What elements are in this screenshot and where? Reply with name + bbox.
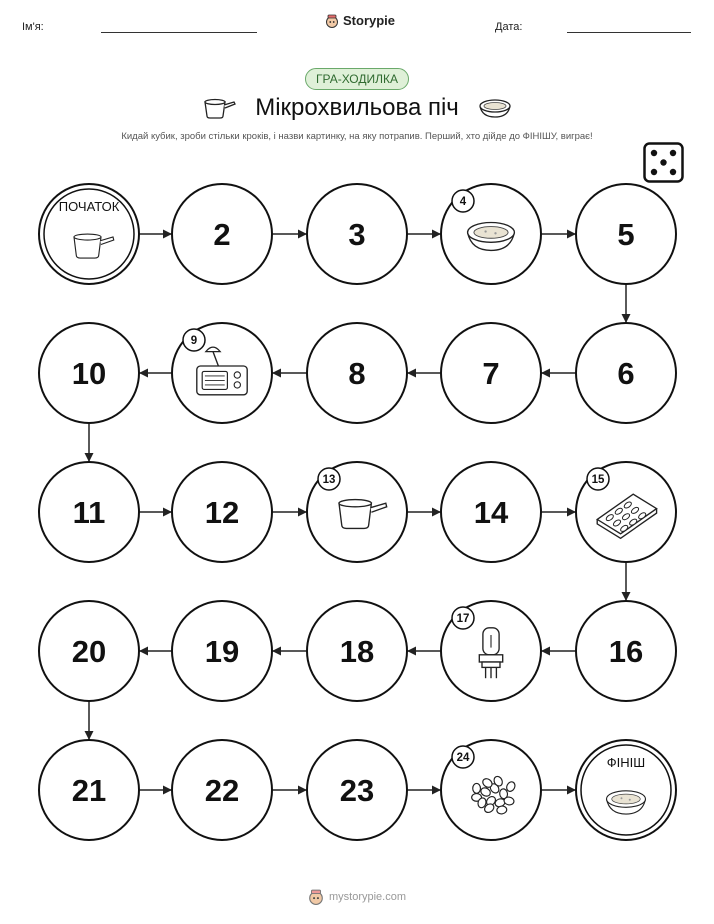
board-cell (307, 740, 407, 840)
board-cell (172, 740, 272, 840)
board-cell (307, 601, 407, 701)
cell-number: 5 (617, 217, 635, 252)
path-arrow (407, 369, 441, 378)
path-arrow (139, 786, 172, 795)
footer (0, 889, 714, 905)
board-cell (576, 601, 676, 701)
cell-number: 12 (204, 495, 240, 530)
path-arrow (541, 369, 576, 378)
cell-number-badge: 15 (591, 474, 605, 486)
cell-number-badge: 13 (322, 474, 336, 486)
start-label: ПОЧАТОК (58, 199, 120, 214)
board-cell (172, 184, 272, 284)
cell-number-badge: 24 (456, 752, 470, 764)
path-arrow (139, 508, 172, 517)
board-cell (441, 601, 541, 701)
board-cell (172, 462, 272, 562)
cell-number: 2 (213, 217, 231, 252)
path-arrow (622, 284, 631, 323)
path-arrow (139, 369, 172, 378)
board-cell (576, 462, 676, 562)
path-arrow (139, 230, 172, 239)
cell-number: 22 (204, 773, 240, 808)
board-cell (307, 184, 407, 284)
footer-url: mystorypie.com (328, 891, 407, 903)
path-arrow (85, 423, 94, 462)
path-arrow (139, 647, 172, 656)
cell-number: 11 (72, 495, 106, 530)
cell-number: 8 (348, 356, 366, 391)
cell-number: 3 (348, 217, 366, 252)
path-arrow (407, 230, 441, 239)
cell-number: 6 (617, 356, 635, 391)
path-arrow (407, 508, 441, 517)
board-cell (172, 601, 272, 701)
cell-number-badge: 9 (190, 335, 198, 347)
board-cell (39, 462, 139, 562)
cell-number: 20 (71, 634, 107, 669)
cell-number: 21 (71, 773, 107, 808)
board-cell (441, 462, 541, 562)
path-arrow (272, 230, 307, 239)
start-cell (39, 184, 139, 284)
board-cell (307, 323, 407, 423)
cell-number: 16 (608, 634, 644, 669)
board-cell (441, 740, 541, 840)
cell-number: 10 (71, 356, 107, 391)
finish-label: ФІНІШ (606, 755, 646, 770)
path-arrow (85, 701, 94, 740)
board-cell (576, 323, 676, 423)
instructions: Кидай кубик, зроби стільки кроків, і назви картинку, на яку потрапив. Перший, хто дійде до ФІНІШУ, виграє! (121, 131, 593, 142)
board-cell (39, 740, 139, 840)
path-arrow (272, 508, 307, 517)
path-arrow (541, 508, 576, 517)
board-cell (39, 601, 139, 701)
path-arrow (541, 786, 576, 795)
path-arrow (407, 786, 441, 795)
cell-number: 19 (204, 634, 240, 669)
bowl-icon (468, 223, 515, 251)
path-arrow (272, 647, 307, 656)
path-arrow (272, 369, 307, 378)
date-label: Дата: (495, 21, 523, 33)
finish-cell (576, 740, 676, 840)
cell-number: 14 (473, 495, 509, 530)
cell-number: 7 (482, 356, 500, 391)
board-cell (172, 323, 272, 423)
path-arrow (541, 647, 576, 656)
cell-number-badge: 17 (456, 613, 470, 625)
page-title: Мікрохвильова піч (255, 94, 459, 121)
brand-name: Storypie (343, 13, 396, 28)
bowl-icon (607, 791, 646, 814)
board-cell (441, 184, 541, 284)
cell-number-badge: 4 (459, 196, 467, 208)
board-cell (39, 323, 139, 423)
board-cell (441, 323, 541, 423)
path-arrow (541, 230, 576, 239)
cell-number: 23 (339, 773, 375, 808)
path-arrow (272, 786, 307, 795)
board-cell (576, 184, 676, 284)
board-cell (307, 462, 407, 562)
game-type-badge: ГРА-ХОДИЛКА (305, 68, 409, 90)
path-arrow (622, 562, 631, 601)
storypie-mascot-icon (308, 889, 324, 905)
path-arrow (407, 647, 441, 656)
cell-number: 18 (339, 634, 375, 669)
name-label: Ім'я: (22, 21, 44, 33)
